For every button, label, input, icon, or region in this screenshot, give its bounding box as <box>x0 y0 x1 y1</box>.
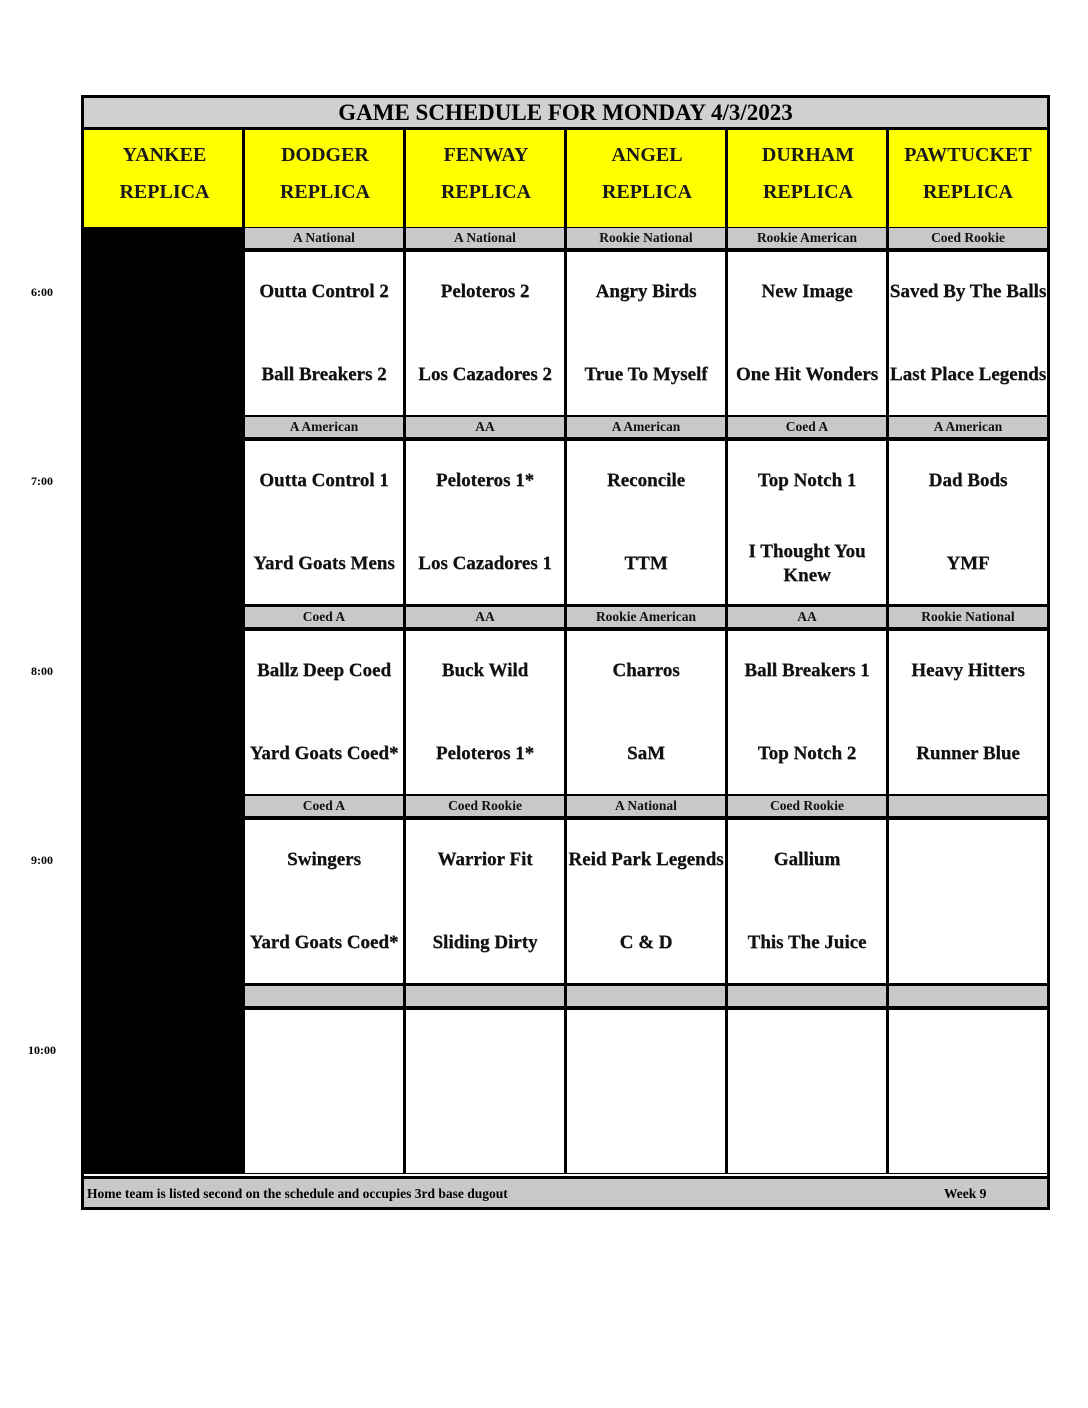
home-team: Yard Goats Mens <box>253 553 395 574</box>
home-team: Top Notch 2 <box>757 743 857 764</box>
away-team: Outta Control 2 <box>259 281 389 302</box>
week-label: Week 9 <box>944 1186 987 1201</box>
division-label: Coed Rookie <box>406 796 564 816</box>
home-team: Sliding Dirty <box>432 932 538 953</box>
home-team: YMF <box>946 553 990 574</box>
game-cell <box>567 820 725 983</box>
away-team <box>567 1020 725 1080</box>
away-team: Ball Breakers 1 <box>744 660 870 681</box>
time-label: 9:00 <box>31 853 53 867</box>
home-team: TTM <box>624 553 668 574</box>
division-label <box>889 796 1047 816</box>
game-cell <box>245 1010 403 1173</box>
time-label: 6:00 <box>31 285 53 299</box>
game-cell <box>889 252 1047 415</box>
home-team <box>889 913 1047 973</box>
away-team: Ballz Deep Coed <box>256 660 392 681</box>
away-team: Warrior Fit <box>437 849 533 870</box>
home-team: Los Cazadores 2 <box>418 364 552 385</box>
division-label: Rookie American <box>728 228 886 248</box>
home-team: Yard Goats Coed* <box>249 743 399 764</box>
division-label: Coed Rookie <box>728 796 886 816</box>
away-team <box>889 1020 1047 1080</box>
division-label <box>889 986 1047 1006</box>
page-title: GAME SCHEDULE FOR MONDAY 4/3/2023 <box>84 98 1047 130</box>
game-cell <box>567 252 725 415</box>
game-cell <box>406 252 564 415</box>
game-cell <box>728 441 886 604</box>
footer-note: Home team is listed second on the schedule and occupies 3rd base dugout <box>87 1186 508 1201</box>
field-sub: REPLICA <box>279 181 370 203</box>
division-label: Coed A <box>728 417 886 437</box>
home-team: Last Place Legends <box>889 364 1047 385</box>
time-label: 7:00 <box>31 474 53 488</box>
home-team: Ball Breakers 2 <box>261 364 387 385</box>
away-team: New Image <box>761 281 853 302</box>
division-label <box>406 986 564 1006</box>
division-label: Rookie National <box>567 228 725 248</box>
game-cell <box>889 1010 1047 1173</box>
division-label: AA <box>406 417 564 437</box>
division-label: Coed A <box>245 796 403 816</box>
game-cell <box>567 631 725 794</box>
division-label: A American <box>567 417 725 437</box>
game-cell <box>406 631 564 794</box>
game-cell <box>406 1010 564 1173</box>
division-label: AA <box>406 607 564 627</box>
game-cell <box>889 441 1047 604</box>
game-cell <box>889 631 1047 794</box>
home-team: Peloteros 1* <box>435 743 535 764</box>
field-name: PAWTUCKET <box>904 144 1032 166</box>
field-sub: REPLICA <box>922 181 1013 203</box>
away-team: Reid Park Legends <box>568 849 724 870</box>
away-team <box>889 830 1047 890</box>
game-cell <box>245 441 403 604</box>
division-label: A American <box>889 417 1047 437</box>
away-team: Reconcile <box>606 470 686 491</box>
game-cell <box>245 252 403 415</box>
division-label <box>567 986 725 1006</box>
division-label: A National <box>406 228 564 248</box>
division-label <box>245 986 403 1006</box>
away-team <box>728 1020 886 1080</box>
game-cell <box>728 252 886 415</box>
away-team: Charros <box>612 660 680 681</box>
time-label: 8:00 <box>31 664 53 678</box>
away-team <box>245 1020 403 1080</box>
home-team: One Hit Wonders <box>735 364 879 385</box>
home-team <box>567 1103 725 1163</box>
away-team: Peloteros 1* <box>435 470 535 491</box>
field-sub: REPLICA <box>762 181 853 203</box>
away-team: Heavy Hitters <box>911 660 1025 681</box>
home-team: SaM <box>627 743 665 764</box>
game-cell <box>567 441 725 604</box>
away-team: Gallium <box>773 849 841 870</box>
away-team: Buck Wild <box>441 660 529 681</box>
home-team <box>728 1103 886 1163</box>
game-cell <box>406 441 564 604</box>
game-cell <box>728 631 886 794</box>
field-name: YANKEE <box>122 144 207 166</box>
home-team: This The Juice <box>747 932 867 953</box>
time-label: 10:00 <box>28 1043 56 1057</box>
game-cell <box>406 820 564 983</box>
division-label <box>728 986 886 1006</box>
home-team <box>889 1103 1047 1163</box>
away-team: Top Notch 1 <box>757 470 857 491</box>
division-label: Rookie American <box>567 607 725 627</box>
game-cell <box>245 820 403 983</box>
division-label: A National <box>567 796 725 816</box>
away-team: Angry Birds <box>595 281 697 302</box>
division-label: Rookie National <box>889 607 1047 627</box>
away-team: Peloteros 2 <box>440 281 530 302</box>
division-label: A National <box>245 228 403 248</box>
field-name: FENWAY <box>443 144 529 166</box>
away-team: Saved By The Balls <box>889 281 1047 302</box>
division-label: Coed Rookie <box>889 228 1047 248</box>
field-sub: REPLICA <box>119 181 210 203</box>
field-name: DURHAM <box>761 144 855 166</box>
home-team <box>245 1103 403 1163</box>
home-team: I Thought You Knew <box>748 541 866 586</box>
home-team: Los Cazadores 1 <box>418 553 552 574</box>
game-cell <box>728 1010 886 1173</box>
game-cell <box>245 631 403 794</box>
away-team: Outta Control 1 <box>259 470 389 491</box>
game-cell <box>567 1010 725 1173</box>
home-team: Yard Goats Coed* <box>249 932 399 953</box>
away-team: Swingers <box>287 849 361 870</box>
game-cell <box>728 820 886 983</box>
division-label: Coed A <box>245 607 403 627</box>
home-team: Runner Blue <box>916 743 1020 764</box>
home-team: C & D <box>619 932 673 953</box>
field-sub: REPLICA <box>601 181 692 203</box>
away-team <box>406 1020 564 1080</box>
field-name: ANGEL <box>611 144 683 166</box>
away-team: Dad Bods <box>928 470 1008 491</box>
home-team: True To Myself <box>584 364 708 385</box>
division-label: AA <box>728 607 886 627</box>
field-sub: REPLICA <box>440 181 531 203</box>
field-name: DODGER <box>281 144 369 166</box>
game-cell <box>889 820 1047 983</box>
home-team <box>406 1103 564 1163</box>
division-label: A American <box>245 417 403 437</box>
